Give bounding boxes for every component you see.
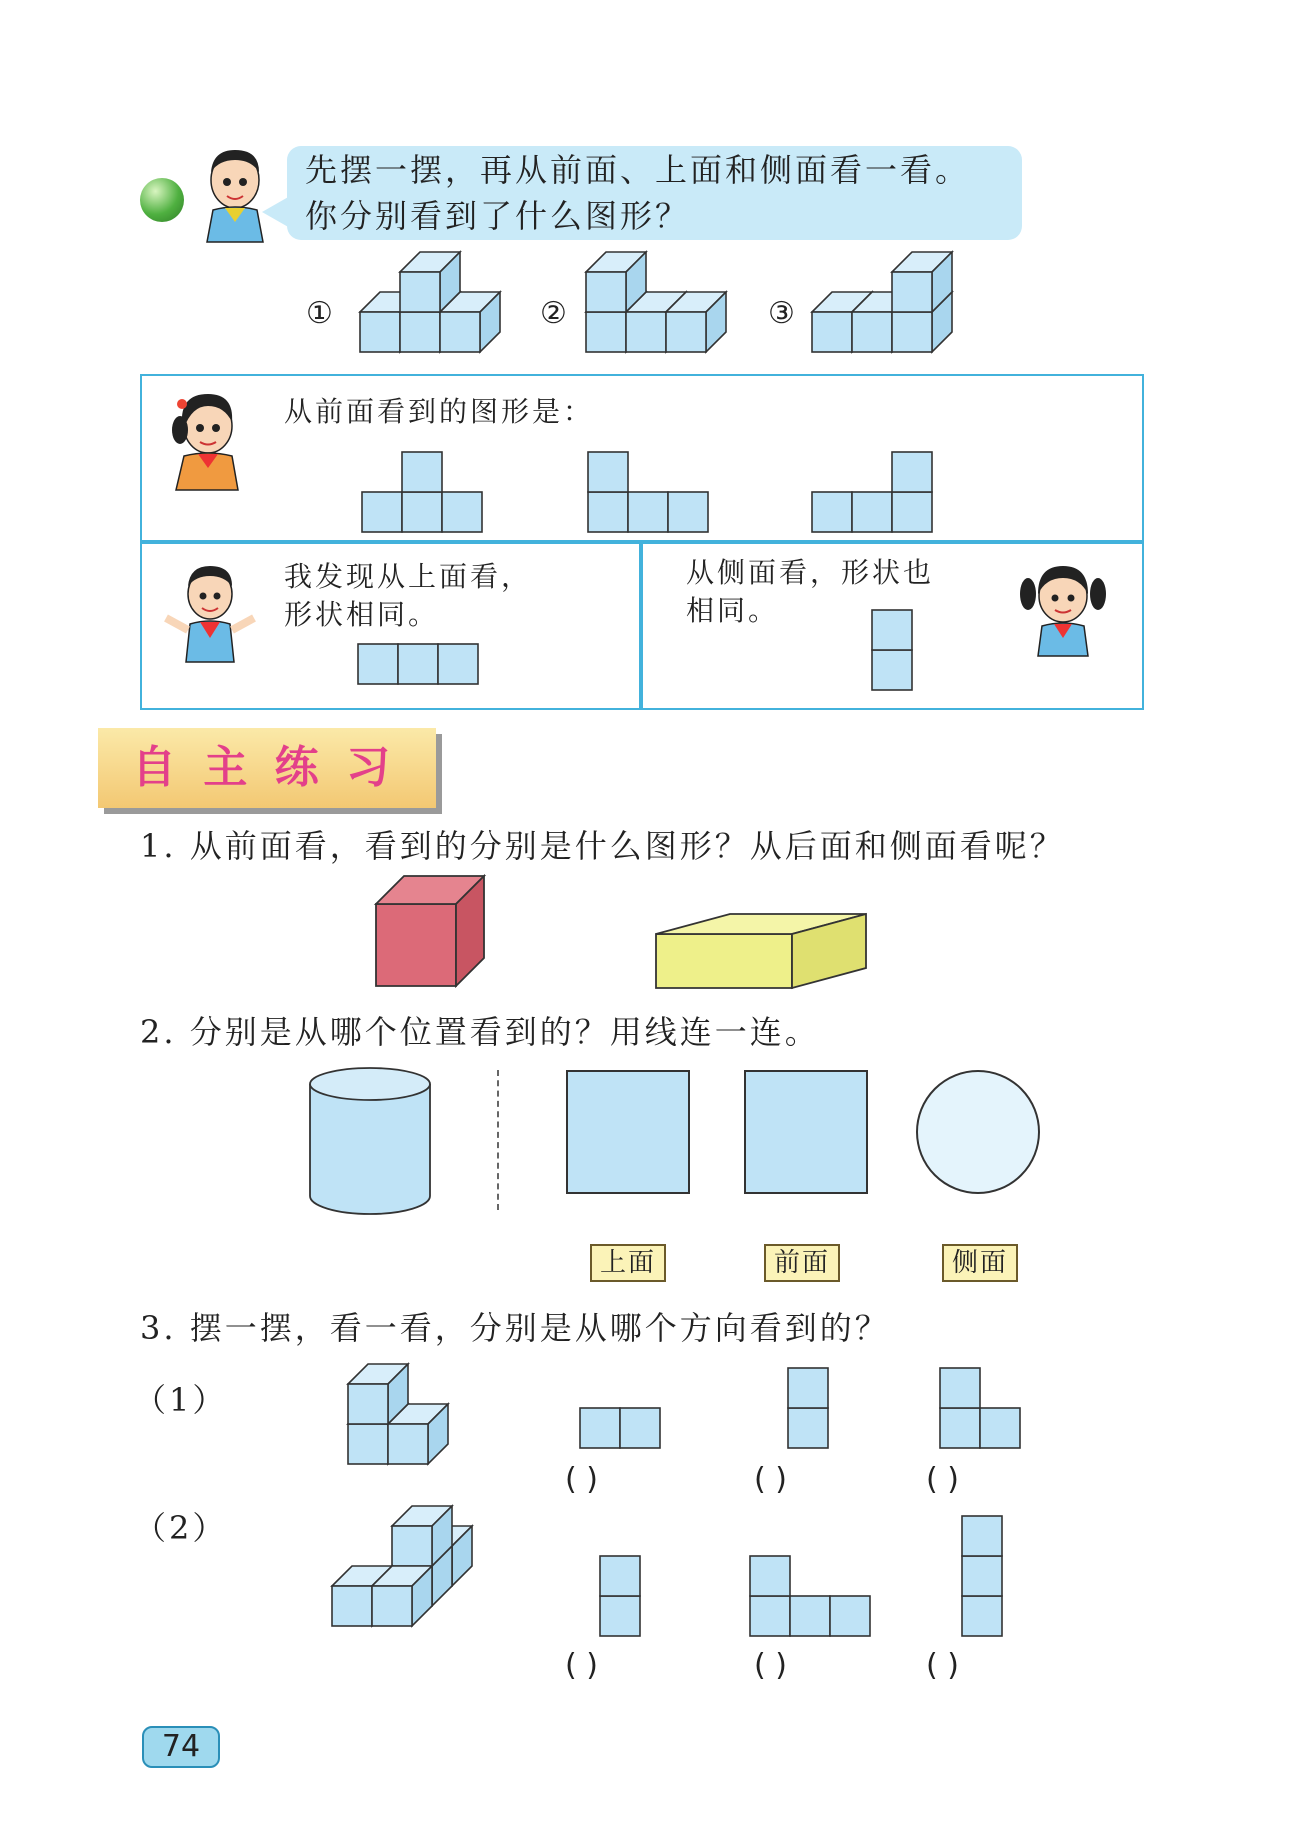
ex3-2-view-c-2 xyxy=(962,1516,1002,1556)
ex3-1-view-c-0 xyxy=(940,1408,980,1448)
fig1-cube-2-front xyxy=(440,312,480,352)
top-view-caption-2: 形状相同。 xyxy=(284,598,440,631)
fig2-cube-2-front xyxy=(666,312,706,352)
ex3-1-view-c-1 xyxy=(980,1408,1020,1448)
ex3-2-cube-3-front xyxy=(332,1586,372,1626)
square-view-2 xyxy=(744,1070,868,1194)
ex3-1-view-c-2 xyxy=(940,1368,980,1408)
ex3-2-view-b-3 xyxy=(750,1556,790,1596)
dashed-divider xyxy=(497,1070,499,1210)
ex3-2-view-b-2 xyxy=(830,1596,870,1636)
fig1-cube-1-front xyxy=(400,312,440,352)
question-1: 1. 从前面看，看到的分别是什么图形？从后面和侧面看呢？ xyxy=(140,827,1065,865)
ex3-1-cube-2-front xyxy=(348,1384,388,1424)
answer-blank-1c[interactable]: ( ) xyxy=(926,1462,959,1497)
fig3-cube-2-front xyxy=(892,312,932,352)
fig2-cube-0-front xyxy=(586,312,626,352)
ex3-2-view-c-0 xyxy=(962,1596,1002,1636)
cylinder xyxy=(308,1066,432,1216)
fig1-cube-3-front xyxy=(400,272,440,312)
red-cube xyxy=(376,876,502,988)
page-number: 74 xyxy=(142,1726,220,1768)
front-view-caption: 从前面看到的图形是： xyxy=(284,395,595,428)
question-2: 2. 分别是从哪个位置看到的？用线连一连。 xyxy=(140,1013,820,1051)
ex3-2-view-c-1 xyxy=(962,1556,1002,1596)
ex3-1-view-a-1 xyxy=(620,1408,660,1448)
fig3-cube-3-front xyxy=(892,272,932,312)
speech-line-1: 先摆一摆，再从前面、上面和侧面看一看。 xyxy=(305,151,971,189)
square-view-1 xyxy=(566,1070,690,1194)
section-title: 自 主 练 习 xyxy=(132,742,396,793)
answer-blank-2a[interactable]: ( ) xyxy=(565,1648,598,1683)
fig3-cube-1-front xyxy=(852,312,892,352)
top-view-caption-1: 我发现从上面看， xyxy=(284,560,533,593)
speech-line-2: 你分别看到了什么图形？ xyxy=(305,197,691,235)
ex3-2-view-b-0 xyxy=(750,1596,790,1636)
girl-avatar-icon xyxy=(162,384,252,490)
side-view-caption-1: 从侧面看，形状也 xyxy=(686,556,935,589)
ex3-1-cube-1-front xyxy=(388,1424,428,1464)
fig1-cube-0-front xyxy=(360,312,400,352)
fig3-cube-0-front xyxy=(812,312,852,352)
answer-blank-1a[interactable]: ( ) xyxy=(565,1462,598,1497)
ex3-2-cube-2-front xyxy=(392,1526,432,1566)
question-3: 3. 摆一摆，看一看，分别是从哪个方向看到的？ xyxy=(140,1309,890,1347)
fig2-cube-1-front xyxy=(626,312,666,352)
boy-waving-icon xyxy=(160,556,260,662)
answer-blank-2c[interactable]: ( ) xyxy=(926,1648,959,1683)
circle-view xyxy=(916,1070,1040,1194)
ex3-1-view-a-0 xyxy=(580,1408,620,1448)
label-side: 侧面 xyxy=(942,1244,1018,1282)
ex3-1-cube-0-front xyxy=(348,1424,388,1464)
yellow-cuboid xyxy=(656,914,870,990)
label-front: 前面 xyxy=(764,1244,840,1282)
girl-pigtails-icon xyxy=(1010,556,1116,656)
label-top: 上面 xyxy=(590,1244,666,1282)
answer-blank-2b[interactable]: ( ) xyxy=(754,1648,787,1683)
part-2-label: （2） xyxy=(134,1509,228,1547)
ex3-1-view-b-1 xyxy=(788,1368,828,1408)
ex3-2-cube-4-front xyxy=(372,1586,412,1626)
part-1-label: （1） xyxy=(134,1381,228,1419)
ex3-2-view-a-0 xyxy=(600,1596,640,1636)
side-view-caption-2: 相同。 xyxy=(686,594,780,627)
marker-3: ③ xyxy=(768,296,795,331)
answer-blank-1b[interactable]: ( ) xyxy=(754,1462,787,1497)
ex3-1-view-b-0 xyxy=(788,1408,828,1448)
fig2-cube-3-front xyxy=(586,272,626,312)
marker-1: ① xyxy=(306,296,333,331)
ex3-2-view-a-1 xyxy=(600,1556,640,1596)
marker-2: ② xyxy=(540,296,567,331)
ex3-2-view-b-1 xyxy=(790,1596,830,1636)
